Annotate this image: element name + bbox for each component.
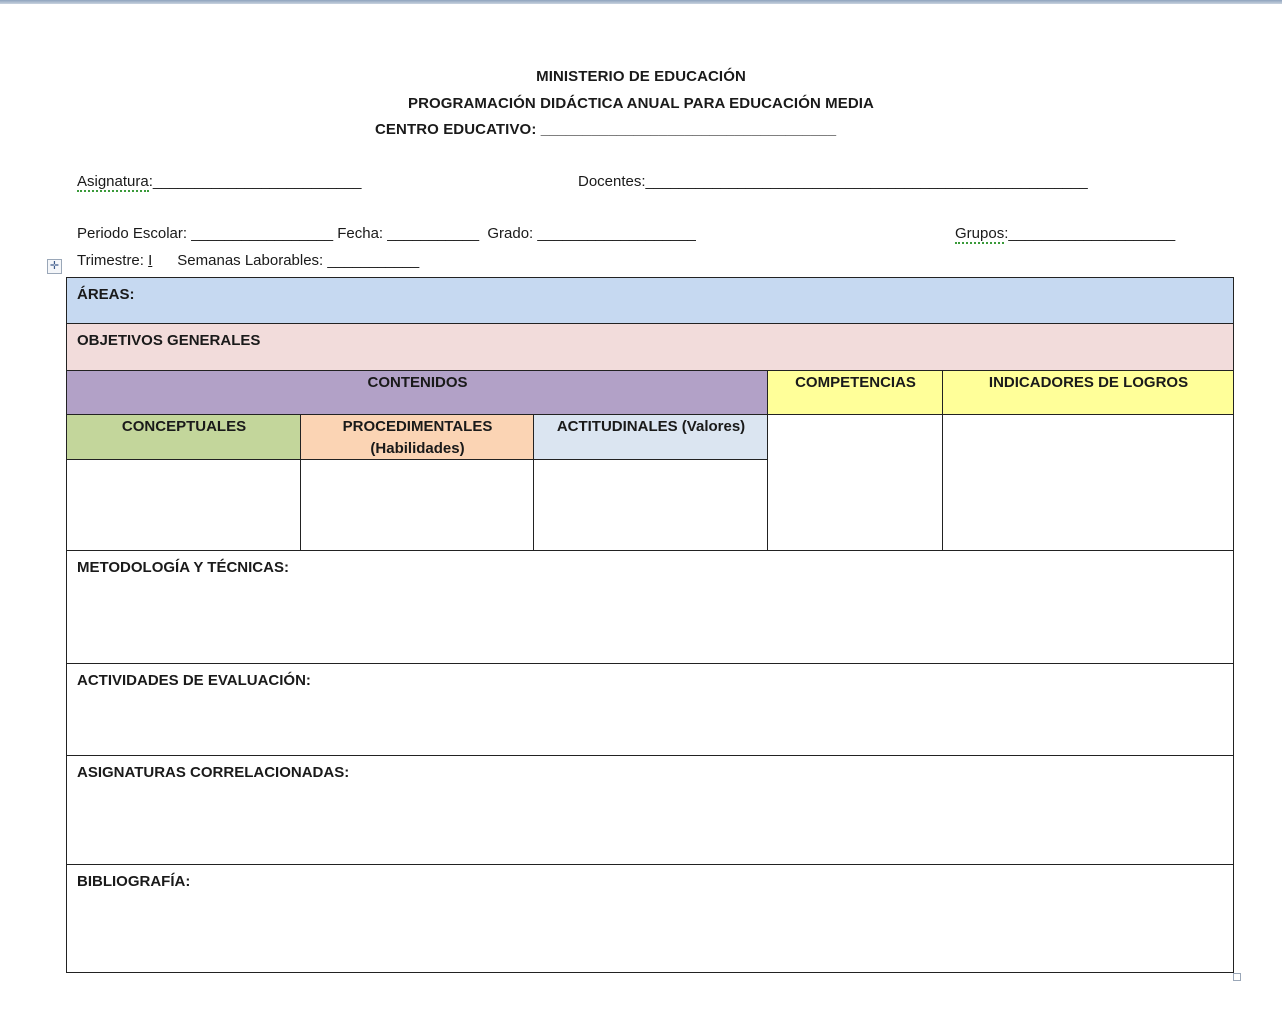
move-arrows-icon[interactable]: ✛ — [47, 259, 62, 274]
docentes-line — [578, 173, 1088, 190]
contenidos-label: CONTENIDOS — [367, 374, 468, 391]
fecha-blank[interactable]: ___________ — [387, 225, 480, 242]
centro-educativo-label: CENTRO EDUCATIVO: — [375, 121, 541, 138]
centro-educativo-blank[interactable]: ___________________________________ — [540, 121, 837, 138]
window-top-border — [0, 0, 1282, 4]
asignaturas-row[interactable] — [66, 755, 1234, 865]
grupos-line — [955, 225, 1175, 242]
table-right-border — [1233, 277, 1234, 974]
actividades-label: ACTIVIDADES DE EVALUACIÓN: — [77, 672, 311, 689]
trimestre-value[interactable]: I — [148, 252, 153, 269]
resize-handle-icon[interactable] — [1233, 973, 1241, 981]
docentes-blank[interactable]: _____________________________________________________ — [645, 173, 1088, 190]
semanas-blank[interactable]: ___________ — [327, 252, 420, 269]
grupos-label: Grupos — [955, 225, 1005, 242]
competencias-label: COMPETENCIAS — [795, 374, 916, 391]
trimestre-label: Trimestre: — [77, 252, 149, 269]
contenidos-header — [66, 370, 768, 415]
docentes-label: Docentes: — [578, 173, 646, 190]
indicadores-header — [942, 370, 1234, 415]
competencias-cell[interactable] — [767, 414, 943, 551]
grupos-blank[interactable]: :____________________ — [1004, 225, 1176, 242]
procedimentales-label: PROCEDIMENTALES — [342, 418, 493, 435]
grado-blank[interactable]: ___________________ — [537, 225, 696, 242]
program-title: PROGRAMACIÓN DIDÁCTICA ANUAL PARA EDUCACIÓN MEDIA — [407, 95, 874, 112]
grado-label: Grado: — [479, 225, 538, 242]
indicadores-label: INDICADORES DE LOGROS — [988, 374, 1189, 391]
metodologia-row[interactable] — [66, 550, 1234, 664]
areas-label: ÁREAS: — [77, 286, 135, 303]
conceptuales-header — [66, 414, 301, 460]
centro-educativo-line — [375, 121, 836, 138]
actitudinales-header — [533, 414, 768, 460]
periodo-blank[interactable]: _________________ — [191, 225, 334, 242]
semanas-label: Semanas Laborables: — [152, 252, 328, 269]
actividades-row[interactable] — [66, 663, 1234, 756]
metodologia-label: METODOLOGÍA Y TÉCNICAS: — [77, 559, 289, 576]
table-bottom-border — [66, 972, 1234, 973]
asignatura-line — [77, 173, 361, 190]
periodo-line — [77, 225, 696, 242]
areas-row[interactable] — [66, 277, 1234, 324]
procedimentales-cell[interactable] — [300, 459, 534, 551]
indicadores-cell[interactable] — [942, 414, 1234, 551]
objetivos-label: OBJETIVOS GENERALES — [77, 332, 261, 349]
procedimentales-sublabel: (Habilidades) — [370, 440, 465, 457]
bibliografia-row[interactable] — [66, 864, 1234, 973]
asignatura-label: Asignatura — [77, 173, 149, 190]
competencias-header — [767, 370, 943, 415]
periodo-label: Periodo Escolar: — [77, 225, 192, 242]
fecha-label: Fecha: — [333, 225, 388, 242]
actitudinales-cell[interactable] — [533, 459, 768, 551]
conceptuales-cell[interactable] — [66, 459, 301, 551]
asignatura-blank[interactable]: :_________________________ — [148, 173, 362, 190]
objetivos-row[interactable] — [66, 323, 1234, 371]
procedimentales-header — [300, 414, 534, 460]
asignaturas-label: ASIGNATURAS CORRELACIONADAS: — [77, 764, 350, 781]
actitudinales-label: ACTITUDINALES (Valores) — [556, 418, 746, 435]
conceptuales-label: CONCEPTUALES — [121, 418, 247, 435]
trimestre-line — [77, 252, 419, 269]
ministry-heading: MINISTERIO DE EDUCACIÓN — [536, 68, 746, 85]
bibliografia-label: BIBLIOGRAFÍA: — [77, 873, 191, 890]
